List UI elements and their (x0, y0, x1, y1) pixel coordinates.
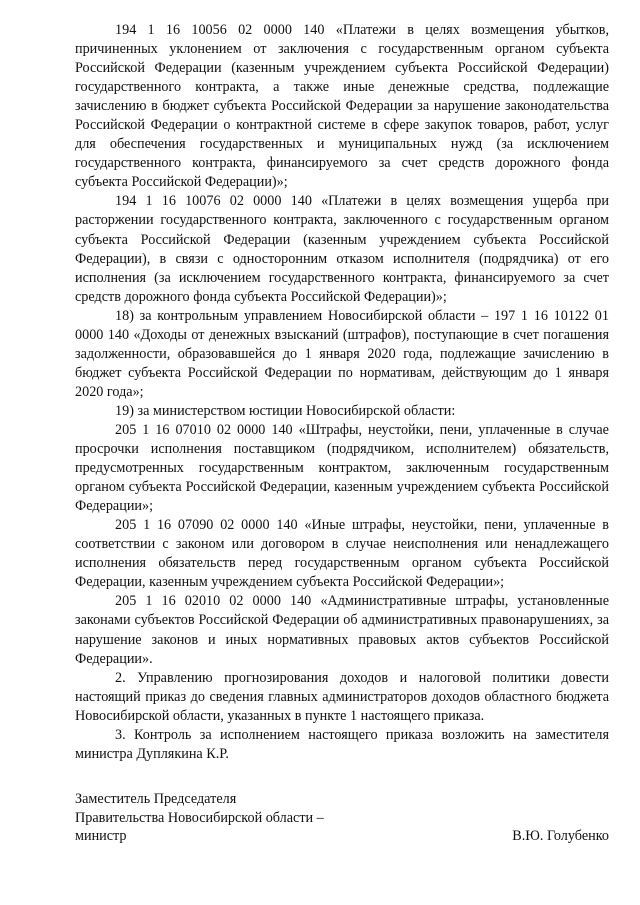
paragraph-code-07090: 205 1 16 07090 02 0000 140 «Иные штрафы, неустойки, пени, уплаченные в соответствии с законом или договором в случае неисполнения или ненадлежащего исполнения обязательств перед государственным органом субъекта Российской Федерации, казенным учреждением субъекта Российской Федерации»; (75, 517, 609, 591)
signature-block (75, 790, 609, 846)
paragraph-code-10076: 194 1 16 10076 02 0000 140 «Платежи в целях возмещения ущерба при расторжении государственного контракта, заключенного с государственным органом субъекта Российской Федерации (казенным учреждением субъекта Российской Федерации), в связи с односторонним отказом исполнителя (подрядчика) от его исполнения (за исключением государственного контракта, финансируемого за счет средств дорожного фонда субъекта Российской Федерации)»; (75, 193, 609, 305)
paragraph-code-07010: 205 1 16 07010 02 0000 140 «Штрафы, неустойки, пени, уплаченные в случае просрочки исполнения поставщиком (подрядчиком, исполнителем) обязательств, предусмотренных государственным контрактом, заключенным государственным органом субъекта Российской Федерации, казенным учреждением субъекта Российской Федерации»; (75, 421, 609, 515)
signatory-position-line1: Заместитель Председателя (75, 791, 237, 807)
paragraph-item-19: 19) за министерством юстиции Новосибирской области: (115, 402, 456, 419)
signatory-position-line2: Правительства Новосибирской области – (75, 809, 324, 826)
paragraph-code-10056: 194 1 16 10056 02 0000 140 «Платежи в целях возмещения убытков, причиненных уклонением от заключения с государственным органом субъекта Российской Федерации (казенным учреждением субъекта Российской Федерации) государственного контракта, а также иные денежные средства, подлежащие зачислению в бюджет субъекта Российской Федерации за нарушение законодательства Российской Федерации о контрактной системе в сфере закупок товаров, работ, услуг для обеспечения государственных и муниципальных нужд (за исключением государственного контракта, финансируемого за счет средств дорожного фонда субъекта Российской Федерации)»; (75, 22, 609, 191)
paragraph-item-18: 18) за контрольным управлением Новосибирской области – 197 1 16 10122 01 0000 140 «Доходы от денежных взысканий (штрафов), поступающие в счет погашения задолженности, образовавшейся до 1 января 2020 года, подлежащие зачислению в бюджет субъекта Российской Федерации по нормативам, действующим до 1 января 2020 года»; (75, 307, 609, 400)
paragraph-point-3: 3. Контроль за исполнением настоящего приказа возложить на заместителя министра Дуплякина К.Р. (75, 726, 609, 762)
paragraph-code-02010: 205 1 16 02010 02 0000 140 «Административные штрафы, установленные законами субъектов Российской Федерации об административных правонарушениях, за нарушение законов и иных нормативных правовых актов субъектов Российской Федерации». (75, 593, 609, 667)
document-body (75, 21, 609, 764)
signatory-position-line3: министр (75, 828, 127, 844)
signatory-name: В.Ю. Голубенко (512, 828, 609, 844)
paragraph-point-2: 2. Управлению прогнозирования доходов и налоговой политики довести настоящий приказ до сведения главных администраторов доходов областного бюджета Новосибирской области, указанных в пункте 1 настоящего приказа. (75, 669, 609, 724)
signatory-row (75, 827, 609, 846)
